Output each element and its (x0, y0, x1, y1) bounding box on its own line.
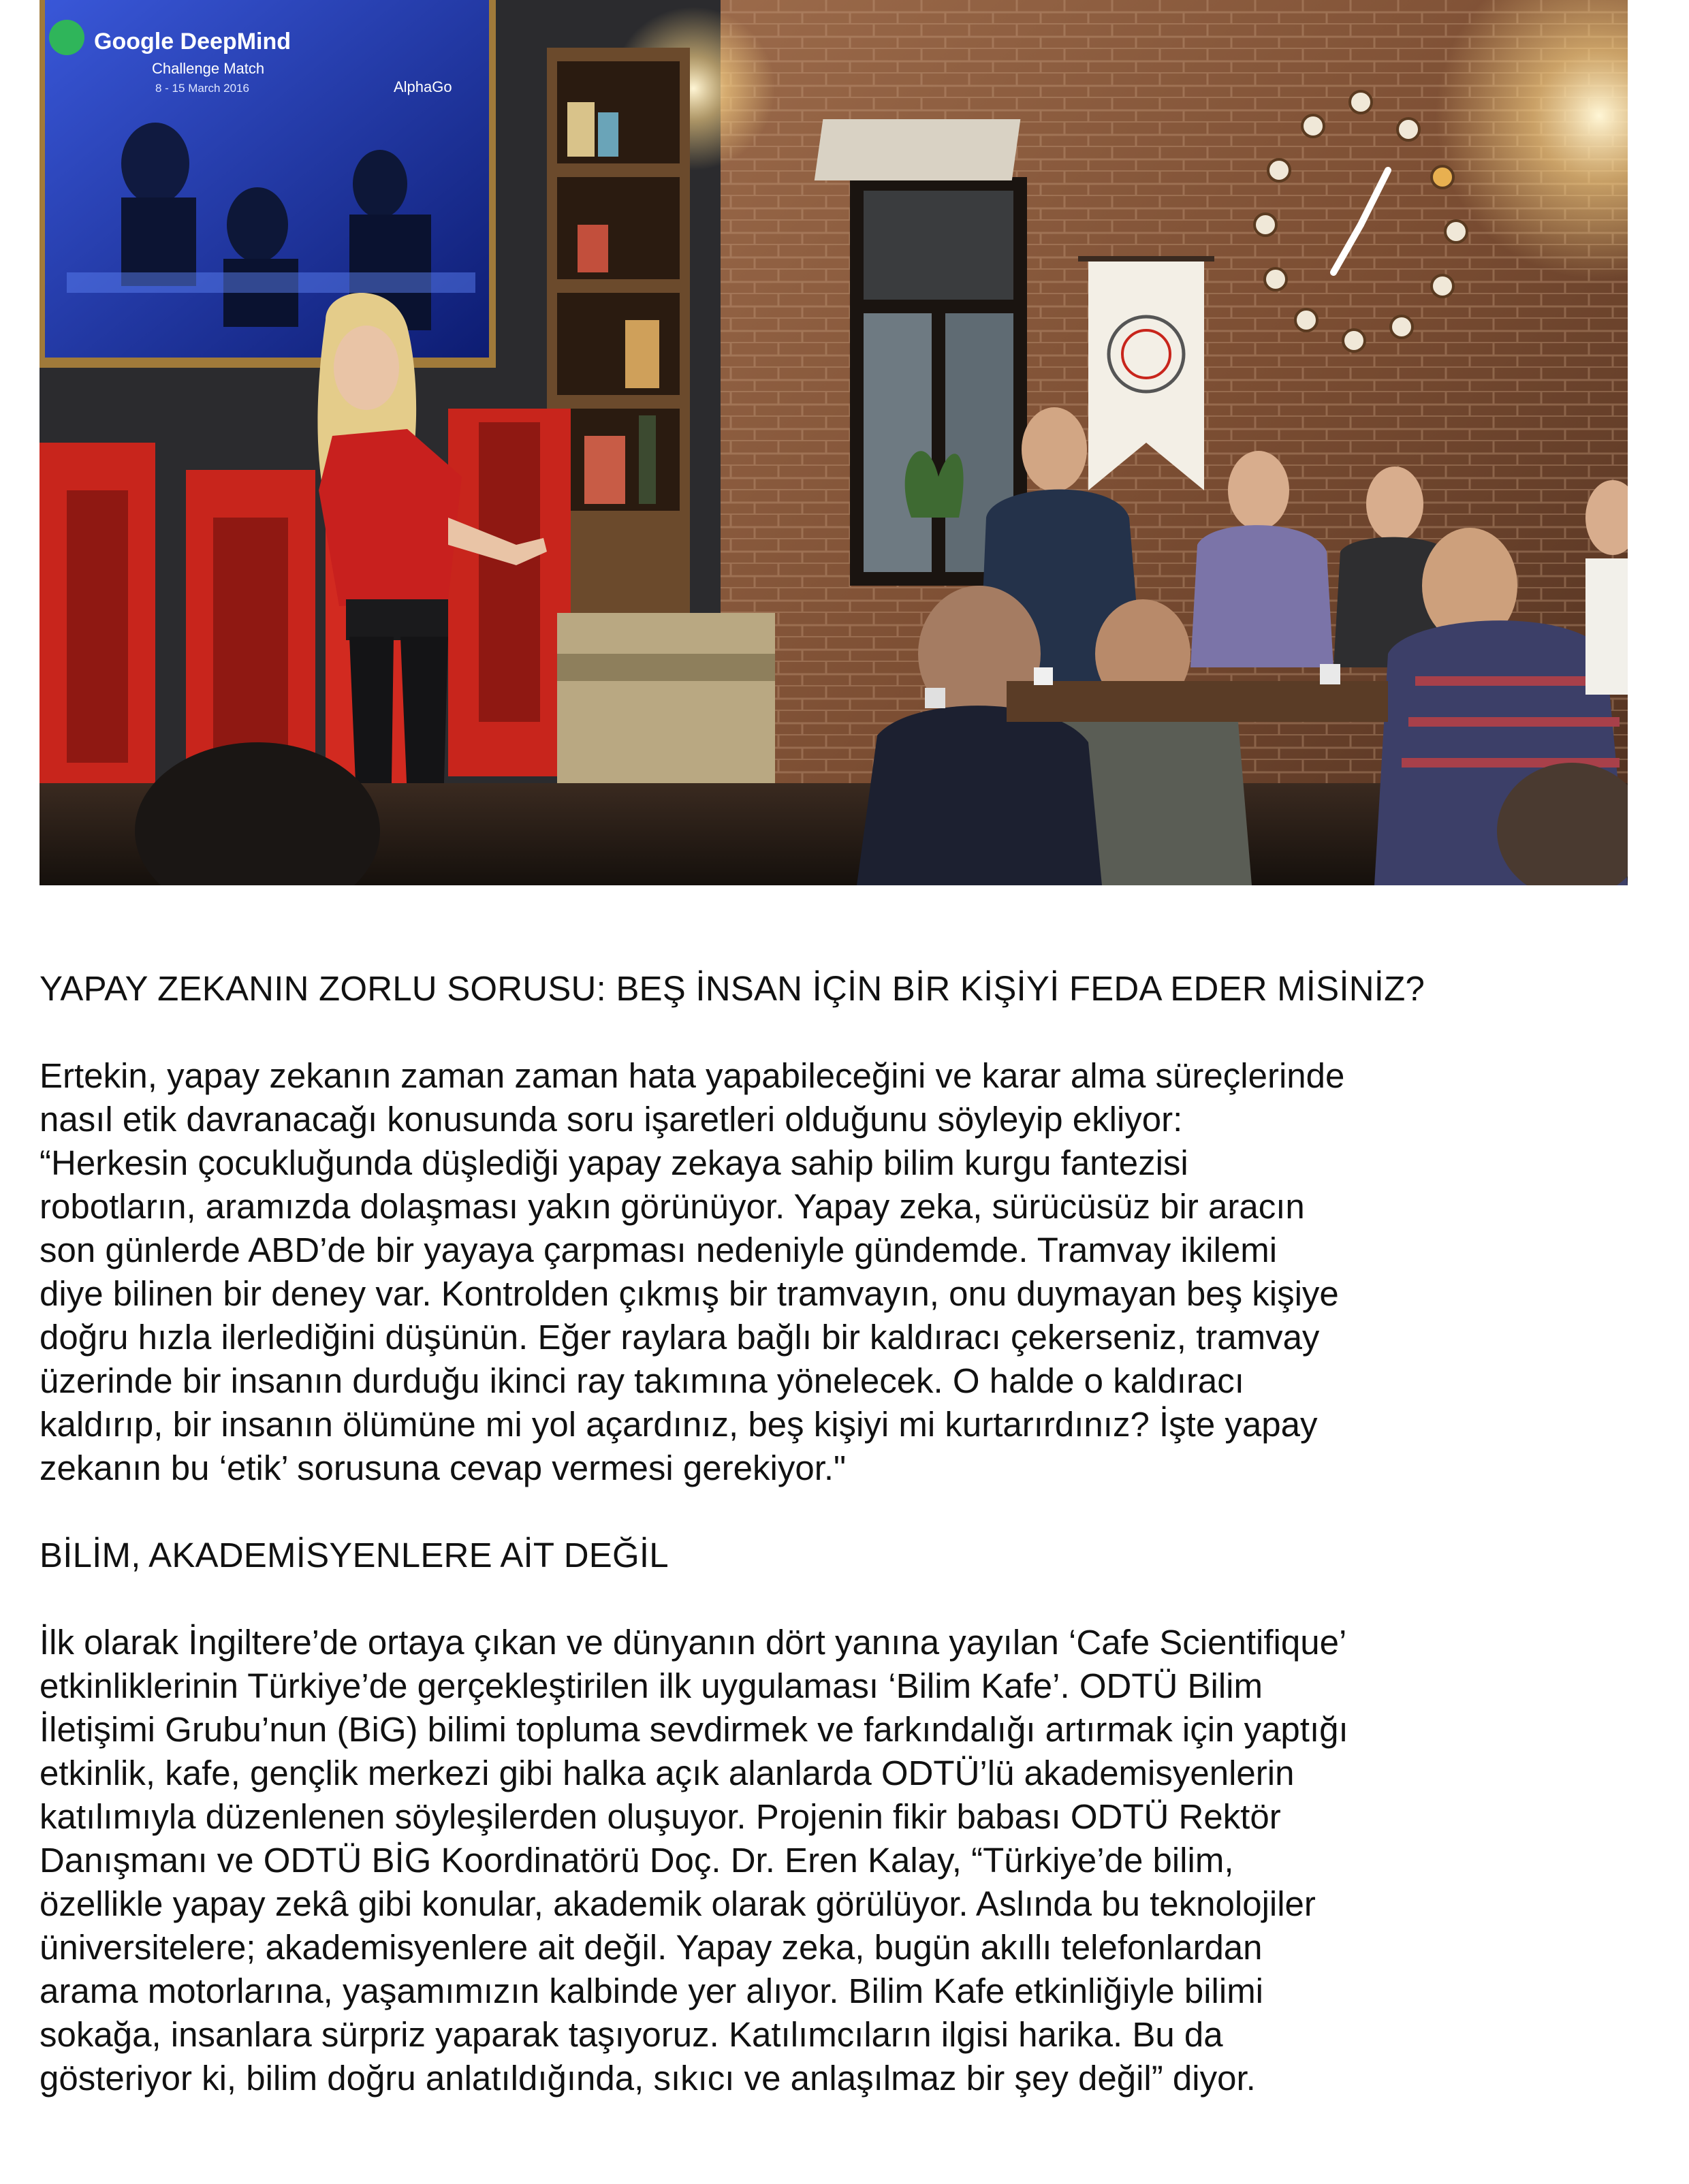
article-body (40, 967, 1524, 2100)
paragraph-line: özellikle yapay zekâ gibi konular, akademik olarak görülüyor. Aslında bu teknolojiler (40, 1884, 1316, 1923)
paragraph-line: “Herkesin çocukluğunda düşlediği yapay zekaya sahip bilim kurgu fantezisi (40, 1143, 1188, 1182)
paragraph-line: doğru hızla ilerlediğini düşünün. Eğer raylara bağlı bir kaldıracı çekerseniz, tramvay (40, 1318, 1320, 1357)
paragraph-line: diye bilinen bir deney var. Kontrolden çıkmış bir tramvayın, onu duymayan beş kişiye (40, 1274, 1339, 1313)
paragraph-line: etkinlik, kafe, gençlik merkezi gibi halka açık alanlarda ODTÜ’lü akademisyenlerin (40, 1754, 1295, 1792)
screen-logo-icon (49, 20, 84, 55)
coffee-table (1007, 681, 1388, 722)
event-photo-illustration (40, 0, 1628, 885)
sofa (557, 613, 775, 790)
paragraph-line: arama motorlarına, yaşamımızın kalbinde yer alıyor. Bilim Kafe etkinliğiyle bilimi (40, 1972, 1264, 2010)
section-heading-ai-dilemma: YAPAY ZEKANIN ZORLU SORUSU: BEŞ İNSAN İÇİN BİR KİŞİYİ FEDA EDER MİSİNİZ? (40, 969, 1425, 1008)
paragraph-ethics (40, 1054, 1524, 1490)
screen-subtitle-1: Challenge Match (152, 60, 265, 77)
paragraph-bilim-kafe (40, 1621, 1524, 2100)
screen-subtitle-2: 8 - 15 March 2016 (155, 82, 249, 95)
screen-title: Google DeepMind (94, 29, 291, 54)
paragraph-line: katılımıyla düzenlenen söyleşilerden oluşuyor. Projenin fikir babası ODTÜ Rektör (40, 1797, 1281, 1836)
paragraph-line: Ertekin, yapay zekanın zaman zaman hata yapabileceğini ve karar alma süreçlerinde (40, 1056, 1345, 1095)
event-photo (40, 0, 1628, 885)
paragraph-line: İletişimi Grubu’nun (BiG) bilimi topluma sevdirmek ve farkındalığı artırmak için yaptığı (40, 1710, 1348, 1749)
paragraph-line: üniversitelere; akademisyenlere ait değil. Yapay zeka, bugün akıllı telefonlardan (40, 1928, 1263, 1967)
section-heading-science: BİLİM, AKADEMİSYENLERE AİT DEĞİL (40, 1536, 669, 1574)
paragraph-line: robotların, aramızda dolaşması yakın görünüyor. Yapay zeka, sürücüsüz bir aracın (40, 1187, 1305, 1226)
paragraph-line: zekanın bu ‘etik’ sorusuna cevap vermesi gerekiyor." (40, 1449, 847, 1487)
paragraph-line: etkinliklerinin Türkiye’de gerçekleştirilen ilk uygulaması ‘Bilim Kafe’. ODTÜ Bilim (40, 1666, 1263, 1705)
paragraph-line: nasıl etik davranacağı konusunda soru işaretleri olduğunu söyleyip ekliyor: (40, 1100, 1183, 1139)
paragraph-line: İlk olarak İngiltere’de ortaya çıkan ve dünyanın dört yanına yayılan ‘Cafe Scientifique’ (40, 1623, 1347, 1662)
paragraph-line: sokağa, insanlara sürpriz yaparak taşıyoruz. Katılımcıların ilgisi harika. Bu da (40, 2015, 1223, 2054)
paragraph-line: son günlerde ABD’de bir yayaya çarpması nedeniyle gündemde. Tramvay ikilemi (40, 1231, 1278, 1269)
screen-brand: AlphaGo (394, 78, 452, 95)
paragraph-line: Danışmanı ve ODTÜ BİG Koordinatörü Doç. Dr. Eren Kalay, “Türkiye’de bilim, (40, 1841, 1234, 1880)
paragraph-line: üzerinde bir insanın durduğu ikinci ray takımına yönelecek. O halde o kaldıracı (40, 1361, 1244, 1400)
paragraph-line: gösteriyor ki, bilim doğru anlatıldığında, sıkıcı ve anlaşılmaz bir şey değil” diyor. (40, 2059, 1256, 2098)
paragraph-line: kaldırıp, bir insanın ölümüne mi yol açardınız, beş kişiyi mi kurtarırdınız? İşte yapay (40, 1405, 1318, 1444)
